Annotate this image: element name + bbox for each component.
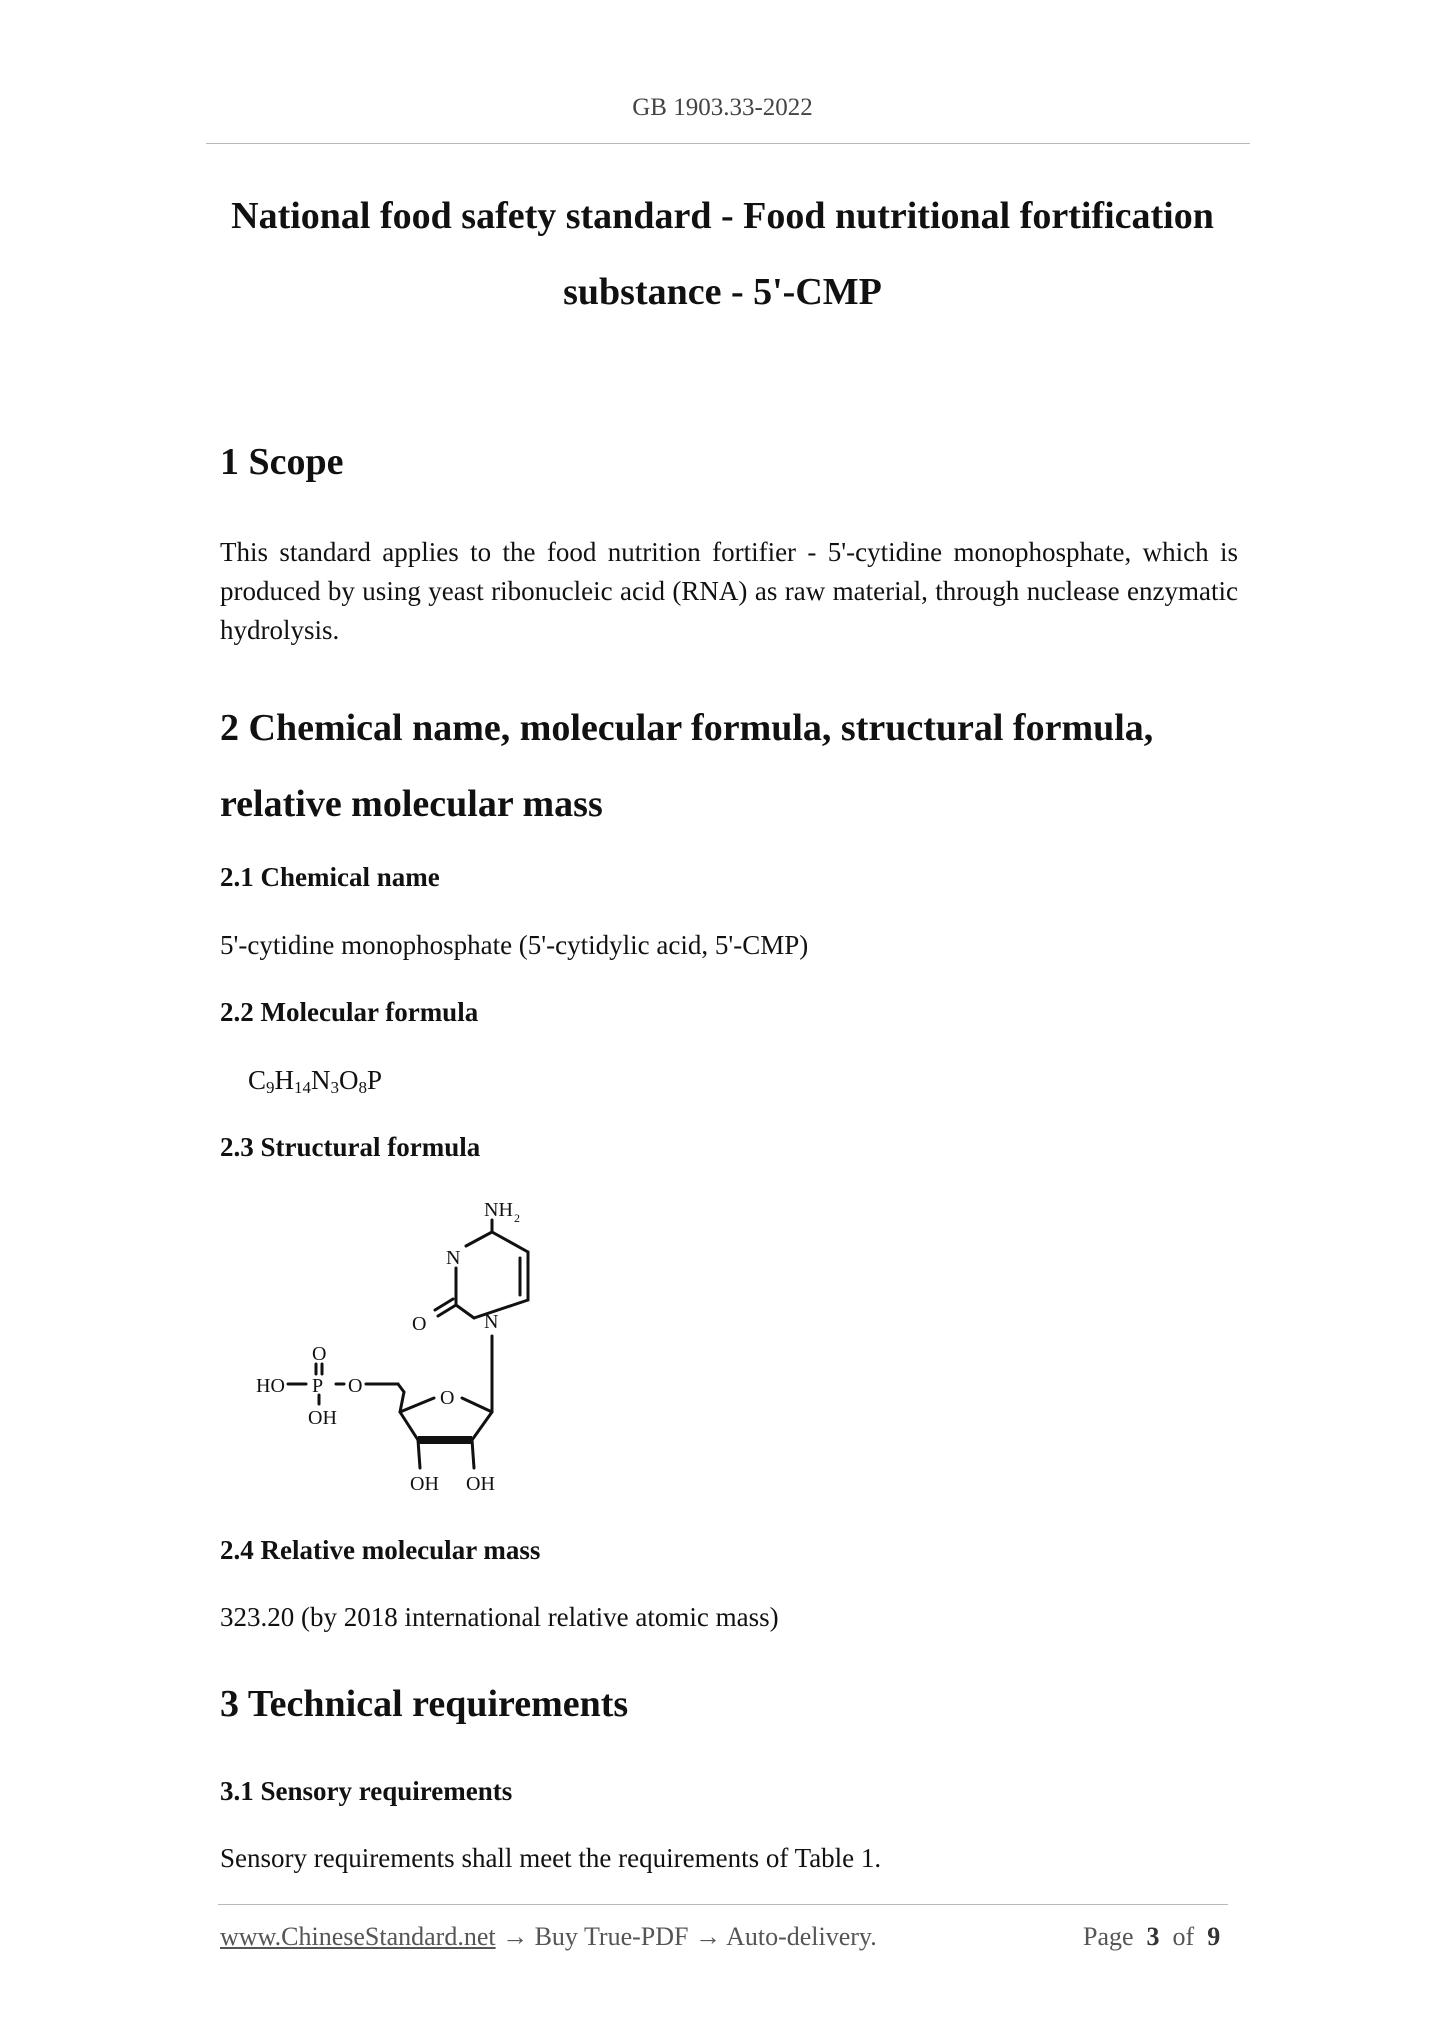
- total-pages-number: 9: [1207, 1922, 1221, 1951]
- subsection-heading-chemical-name: 2.1 Chemical name: [220, 862, 440, 892]
- hydroxyl-left-label: OH: [410, 1473, 439, 1495]
- carbonyl-oxygen-label: O: [412, 1313, 427, 1335]
- title-line-1: National food safety standard - Food nutritional fortification: [231, 195, 1214, 237]
- subsection-heading-molecular-mass: 2.4 Relative molecular mass: [220, 1535, 541, 1565]
- phosphate-oxygen-right-label: O: [348, 1375, 363, 1397]
- phosphate-oxygen-top-label: O: [312, 1343, 327, 1365]
- formula-h-count: 14: [294, 1078, 312, 1097]
- current-page-number: 3: [1146, 1922, 1160, 1951]
- formula-n: N: [311, 1065, 331, 1095]
- footer-rule: [218, 1904, 1228, 1905]
- amino-subscript-label: 2: [514, 1211, 520, 1225]
- arrow-icon: →: [695, 1922, 721, 1951]
- formula-o: O: [339, 1065, 359, 1095]
- title-line-2: substance - 5'-CMP: [563, 271, 882, 313]
- ring-nitrogen-bottom-label: N: [484, 1311, 499, 1333]
- auto-delivery-text: Auto-delivery.: [726, 1922, 877, 1951]
- formula-h: H: [274, 1065, 295, 1095]
- document-id-header: GB 1903.33-2022: [632, 94, 813, 121]
- chemical-name-text: 5'-cytidine monophosphate (5'-cytidylic acid, 5'-CMP): [220, 930, 809, 960]
- subsection-heading-structural-formula: 2.3 Structural formula: [220, 1132, 481, 1162]
- formula-c-count: 9: [266, 1078, 275, 1097]
- sugar-bold-edge: [417, 1436, 473, 1444]
- page-label: Page: [1083, 1922, 1134, 1951]
- phosphorus-label: P: [312, 1375, 324, 1397]
- section-heading-technical: 3 Technical requirements: [220, 1683, 629, 1725]
- formula-c: C: [248, 1065, 267, 1095]
- buy-true-pdf-text: Buy True-PDF: [534, 1922, 689, 1951]
- subsection-heading-molecular-formula: 2.2 Molecular formula: [220, 997, 479, 1027]
- ho-label: HO: [256, 1375, 285, 1397]
- phosphate-oh-label: OH: [308, 1407, 337, 1429]
- subsection-heading-sensory: 3.1 Sensory requirements: [220, 1776, 513, 1806]
- chinese-standard-link[interactable]: www.ChineseStandard.net: [220, 1922, 496, 1951]
- chemical-heading-line-1: 2 Chemical name, molecular formula, structural formula,: [220, 707, 1154, 749]
- sensory-text: Sensory requirements shall meet the requirements of Table 1.: [220, 1843, 882, 1873]
- ring-nitrogen-top-label: N: [446, 1247, 461, 1269]
- section-heading-scope: 1 Scope: [220, 441, 344, 483]
- formula-p: P: [367, 1065, 383, 1095]
- page-indicator: [1083, 1922, 1220, 1952]
- of-label: of: [1172, 1922, 1195, 1951]
- hydroxyl-right-label: OH: [466, 1473, 495, 1495]
- formula-o-count: 8: [358, 1078, 368, 1097]
- chemical-heading-line-2: relative molecular mass: [220, 783, 603, 825]
- arrow-icon: →: [502, 1922, 529, 1951]
- scope-paragraph: This standard applies to the food nutrition fortifier - 5'-cytidine monophosphate, which is produced by using yeast ribonucleic acid (RNA) as raw material, through nuclease enzymatic hydrolysis.: [220, 537, 1238, 645]
- footer-links: [220, 1922, 877, 1952]
- amino-group-label: NH: [484, 1199, 513, 1221]
- ring-oxygen-label: O: [440, 1387, 455, 1409]
- molecular-mass-text: 323.20 (by 2018 international relative atomic mass): [220, 1602, 779, 1632]
- formula-n-count: 3: [330, 1078, 340, 1097]
